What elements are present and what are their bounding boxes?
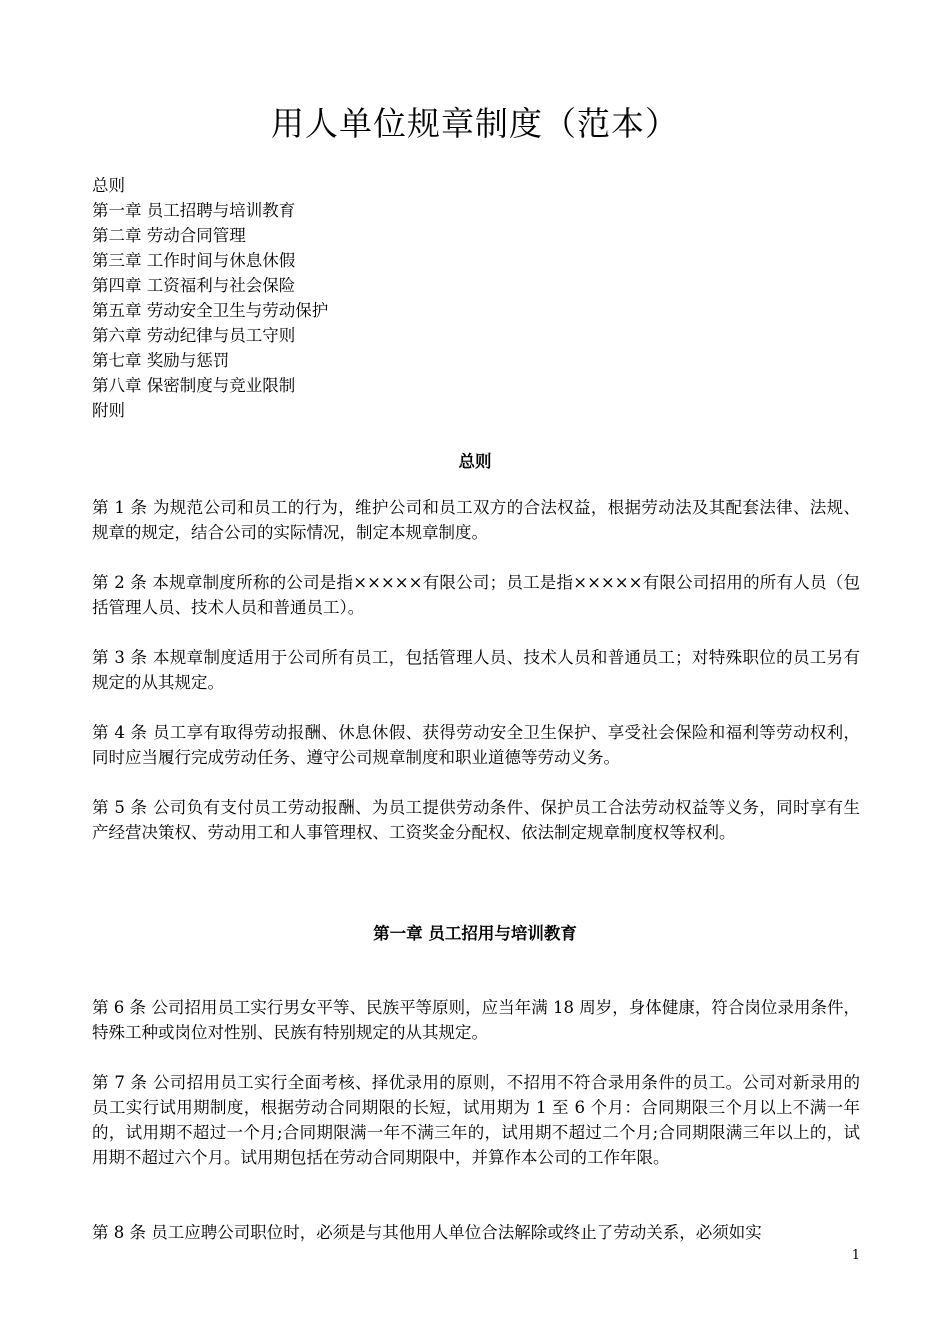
toc-item: 附则: [92, 401, 125, 420]
toc-item: 第三章 工作时间与休息休假: [92, 251, 296, 270]
section-heading-general: 总则: [458, 452, 492, 471]
toc-item: 第一章 员工招聘与培训教育: [92, 201, 296, 220]
article-3: 第 3 条 本规章制度适用于公司所有员工，包括管理人员、技术人员和普通员工；对特殊职位的员工另有规定的从其规定。: [92, 648, 860, 692]
toc-item: 第六章 劳动纪律与员工守则: [92, 326, 296, 345]
article-5: 第 5 条 公司负有支付员工劳动报酬、为员工提供劳动条件、保护员工合法劳动权益等义务，同时享有生产经营决策权、劳动用工和人事管理权、工资奖金分配权、依法制定规章制度权等权利。: [92, 798, 860, 842]
toc-item: 第八章 保密制度与竞业限制: [92, 376, 296, 395]
toc-item: 第七章 奖励与惩罚: [92, 351, 230, 370]
table-of-contents: [92, 173, 852, 423]
toc-item: 第二章 劳动合同管理: [92, 226, 246, 245]
article-7: 第 7 条 公司招用员工实行全面考核、择优录用的原则，不招用不符合录用条件的员工。公司对新录用的员工实行试用期制度，根据劳动合同期限的长短，试用期为 1 至 6 个月：合同期限三个月以上不满一年的，试用期不超过一个月;合同期限满一年不满三年的，试用期不超过二个月;合同期限满三年以上的，试用期不超过六个月。试用期包括在劳动合同期限中，并算作本公司的工作年限。: [92, 1073, 860, 1167]
toc-item: 第四章 工资福利与社会保险: [92, 276, 296, 295]
page-number: 1: [851, 1248, 860, 1263]
article-8: 第 8 条 员工应聘公司职位时，必须是与其他用人单位合法解除或终止了劳动关系，必须如实: [92, 1223, 762, 1242]
document-title: 用人单位规章制度（范本）: [271, 104, 679, 143]
article-6: 第 6 条 公司招用员工实行男女平等、民族平等原则，应当年满 18 周岁，身体健康，符合岗位录用条件，特殊工种或岗位对性别、民族有特别规定的从其规定。: [92, 998, 860, 1042]
article-4: 第 4 条 员工享有取得劳动报酬、休息休假、获得劳动安全卫生保护、享受社会保险和福利等劳动权利，同时应当履行完成劳动任务、遵守公司规章制度和职业道德等劳动义务。: [92, 723, 860, 767]
section-heading-chapter-1: 第一章 员工招用与培训教育: [373, 924, 577, 943]
article-1: 第 1 条 为规范公司和员工的行为，维护公司和员工双方的合法权益，根据劳动法及其配套法律、法规、规章的规定，结合公司的实际情况，制定本规章制度。: [92, 498, 860, 542]
toc-item: 第五章 劳动安全卫生与劳动保护: [92, 301, 329, 320]
toc-item: 总则: [92, 176, 125, 195]
article-2: 第 2 条 本规章制度所称的公司是指×××××有限公司；员工是指×××××有限公司招用的所有人员（包括管理人员、技术人员和普通员工）。: [92, 573, 860, 617]
